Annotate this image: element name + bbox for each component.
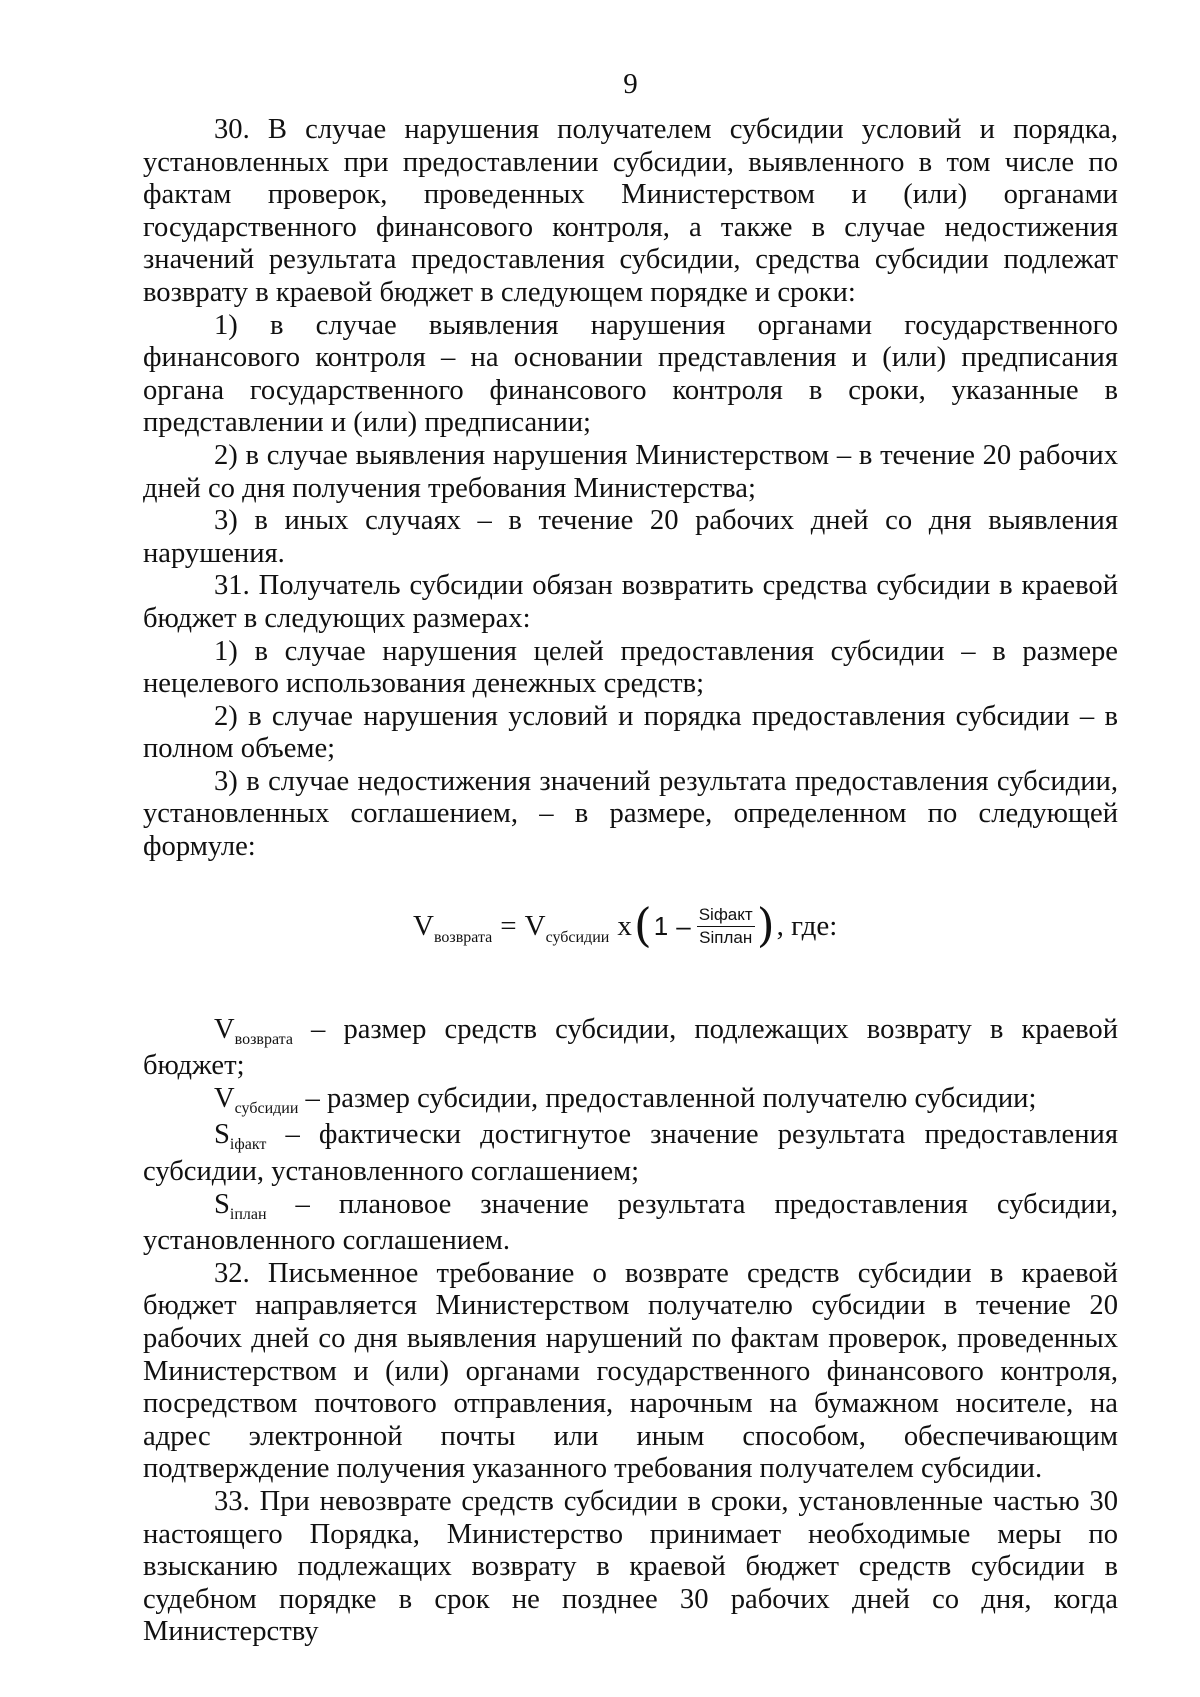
paragraph-31-item-1: 1) в случае нарушения целей предоставления субсидии – в размере нецелевого использования денежных средств; bbox=[143, 635, 1118, 700]
definition-s-fact: $S_{iфакт}$ – фактически достигнутое значение результата предоставления субсидии, установленного соглашением; bbox=[143, 1119, 1118, 1188]
paragraph-30-item-2: 2) в случае выявления нарушения Министерством – в течение 20 рабочих дней со дня получения требования Министерства; bbox=[143, 439, 1118, 504]
page-number: 9 bbox=[623, 68, 638, 100]
formula-fraction bbox=[697, 905, 755, 948]
paragraph-33: 33. При невозврате средств субсидии в сроки, установленные частью 30 настоящего Порядка, Министерство принимает необходимые меры по взысканию подлежащих возврату в краевой бюджет средств субсидии в судебном порядке в срок не позднее 30 рабочих дней со дня, когда Министерству bbox=[143, 1485, 1118, 1648]
formula-one: 1 bbox=[653, 911, 669, 942]
formula-block bbox=[143, 864, 1118, 1014]
formula-v-return: $V_{возврата}$ bbox=[413, 910, 493, 947]
definition-v-subsidy: $V_{субсидии}$ – размер субсидии, предоставленной получателю субсидии; bbox=[214, 1082, 1037, 1117]
formula-numerator: Siфакт bbox=[697, 905, 755, 927]
formula-left-paren: ( bbox=[633, 897, 652, 952]
formula-trailer: , где: bbox=[776, 910, 838, 943]
document-page bbox=[143, 68, 1118, 1649]
definition-v-return: $V_{возврата}$ – размер средств субсидии, подлежащих возврату в краевой бюджет; bbox=[143, 1013, 1118, 1082]
definition-s-plan: $S_{iплан}$ – плановое значение результата предоставления субсидии, установленного соглашением. bbox=[143, 1188, 1118, 1257]
paragraph-30: 30. В случае нарушения получателем субсидии условий и порядка, установленных при предоставлении субсидии, выявленного в том числе по фактам проверок, проведенных Министерством и (или) органами государственного финансового контроля, а также в случае недостижения значений результата предоставления субсидии, средства субсидии подлежат возврату в краевой бюджет в следующем порядке и сроки: bbox=[143, 114, 1118, 308]
paragraph-30-item-3: 3) в иных случаях – в течение 20 рабочих дней со дня выявления нарушения. bbox=[143, 505, 1118, 569]
formula-equals: = bbox=[500, 910, 517, 943]
formula-minus: – bbox=[676, 911, 691, 942]
paragraph-32: 32. Письменное требование о возврате средств субсидии в краевой бюджет направляется Министерством получателю субсидии в течение 20 рабочих дней со дня выявления нарушений по фактам проверок, проведенных Министерством и (или) органами государственного финансового контроля, посредством почтового отправления, нарочным на бумажном носителе, на адрес электронной почты или иным способом, обеспечивающим подтверждение получения указанного требования получателем субсидии. bbox=[143, 1257, 1118, 1485]
paragraph-31-item-2: 2) в случае нарушения условий и порядка предоставления субсидии – в полном объеме; bbox=[143, 700, 1118, 765]
formula-times: x bbox=[617, 910, 632, 943]
paragraph-30-item-1: 1) в случае выявления нарушения органами государственного финансового контроля – на основании представления и (или) предписания органа государственного финансового контроля в сроки, указанные в представлении и (или) предписании; bbox=[143, 309, 1118, 439]
formula-denominator: Siплан bbox=[699, 928, 753, 948]
paragraph-31: 31. Получатель субсидии обязан возвратить средства субсидии в краевой бюджет в следующих размерах: bbox=[143, 570, 1118, 634]
formula-right-paren: ) bbox=[756, 897, 775, 952]
return-formula bbox=[413, 897, 838, 952]
formula-v-subsidy: $V_{субсидии}$ bbox=[524, 910, 610, 947]
paragraph-31-item-3: 3) в случае недостижения значений результата предоставления субсидии, установленных соглашением, – в размере, определенном по следующей формуле: bbox=[143, 765, 1118, 863]
